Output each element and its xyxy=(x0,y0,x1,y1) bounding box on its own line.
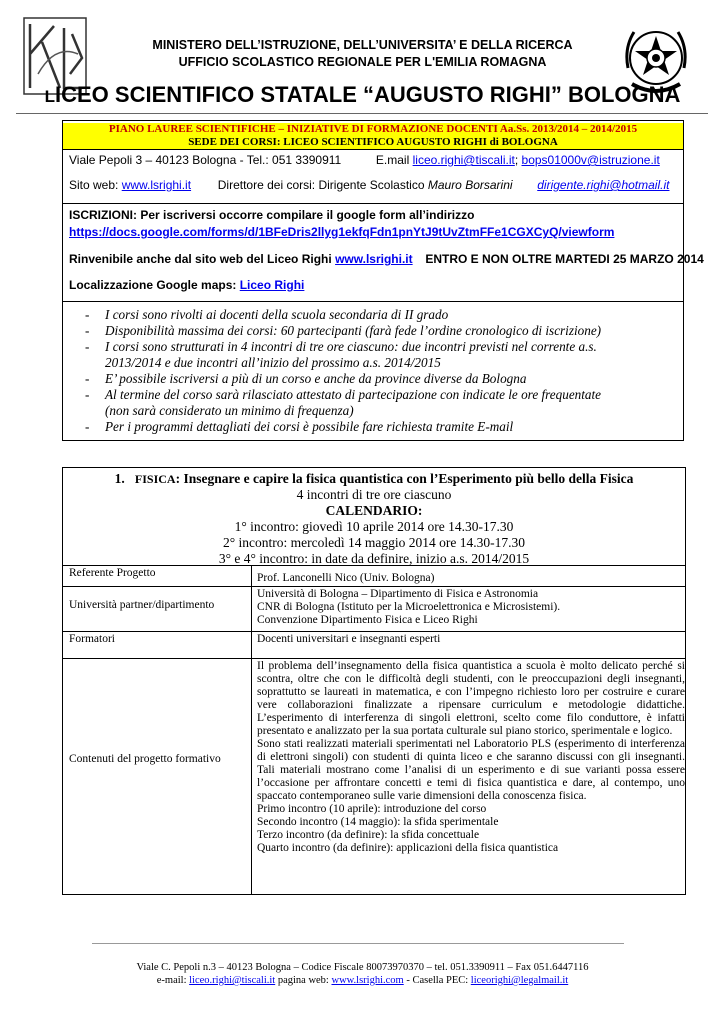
course-format: 4 incontri di tre ore ciascuno xyxy=(296,487,452,502)
bullet-text: Al termine del corso sarà rilasciato attestato di partecipazione con indicate le ore frequentate xyxy=(105,387,602,402)
course-title xyxy=(63,468,685,487)
bullet-item: - Disponibilità massima dei corsi: 60 partecipanti (farà fede l’ordine cronologico di iscrizione) xyxy=(85,323,602,338)
intro-title-banner xyxy=(63,123,683,150)
partner-label: Università partner/dipartimento xyxy=(69,599,215,611)
director-name: Mauro Borsarini xyxy=(427,178,513,192)
address-text: Viale Pepoli 3 – 40123 Bologna - Tel.: 051 3390911 xyxy=(69,153,342,167)
ministry-heading: MINISTERO DELL’ISTRUZIONE, DELL’UNIVERSITA’ E DELLA RICERCA xyxy=(152,38,573,52)
also-site-link[interactable]: www.lsrighi.it xyxy=(335,252,413,266)
contenuti-paragraph: Il problema dell’insegnamento della fisica quantistica a scuola è molto delicato perché si scontra, oltre che con le difficoltà degli studenti, con le preoccupazioni degli insegnanti, soprattutto se laureati in matematica, e con l’impegno richiesto loro per costruire e curare vere collaborazioni finalizzate a ripensare curriculum e metodologie didattiche. L’esperimento di interferenza di singoli elettroni, scelto come filo conduttore, è infatti presentato e analizzato per la sua portata culturale sul piano storico, sperimentale e logico. xyxy=(257,660,685,737)
calendar-label: CALENDARIO: xyxy=(325,503,423,518)
course-subject: FISICA xyxy=(134,472,176,486)
email-link-1[interactable]: liceo.righi@tiscali.it xyxy=(412,153,515,167)
course-title-text: : Insegnare e capire la fisica quantistica con l’Esperimento più bello della Fisica xyxy=(175,471,634,486)
partner-line: Convenzione Dipartimento Fisica e Liceo Righi xyxy=(257,614,478,626)
school-title-rest: ICEO SCIENTIFICO STATALE “AUGUSTO RIGHI” BOLOGNA xyxy=(55,82,681,107)
course-box xyxy=(62,467,686,895)
site-label: Sito web: xyxy=(69,178,119,192)
school-title xyxy=(0,82,725,108)
partner-line: Università di Bologna – Dipartimento di Fisica e Astronomia xyxy=(257,588,539,600)
contenuti-label: Contenuti del progetto formativo xyxy=(69,753,221,765)
row-divider xyxy=(63,565,685,566)
column-divider xyxy=(251,565,252,895)
bullet-text: Per i programmi dettagliati dei corsi è possibile fare richiesta tramite E-mail xyxy=(105,419,514,434)
intro-title-line2: SEDE DEI CORSI: LICEO SCIENTIFICO AUGUSTO RIGHI di BOLOGNA xyxy=(188,136,558,148)
bullets-divider xyxy=(63,301,683,302)
director-text: Direttore dei corsi: Dirigente Scolastico xyxy=(217,178,425,192)
footer-pec-label: - Casella PEC: xyxy=(406,975,469,986)
bullet-item: - Al termine del corso sarà rilasciato attestato di partecipazione con indicate le ore frequentate (non sarà considerato un minimo di frequenza) xyxy=(85,387,602,418)
intro-divider xyxy=(63,203,683,204)
bullet-item: - I corsi sono rivolti ai docenti della scuola secondaria di II grado xyxy=(85,307,449,322)
calendar-date: 3° e 4° incontro: in date da definire, inizio a.s. 2014/2015 xyxy=(218,551,530,566)
partner-value xyxy=(257,588,560,627)
also-row xyxy=(69,252,704,266)
maps-link[interactable]: Liceo Righi xyxy=(239,278,305,292)
header-divider xyxy=(16,113,708,114)
row-divider xyxy=(63,658,685,659)
deadline-text: ENTRO E NON OLTRE MARTEDI 25 MARZO 2014 xyxy=(425,252,704,266)
maps-label: Localizzazione Google maps: xyxy=(69,278,237,292)
referente-label: Referente Progetto xyxy=(69,567,156,579)
footer-email-label: e-mail: xyxy=(156,975,187,986)
email-label: E.mail xyxy=(375,153,410,167)
form-url-link[interactable]: https://docs.google.com/forms/d/1BFeDris2llyg1ekfqFdn1pnYtJ9tUvZtmFFe1CGXCyQ/viewform xyxy=(69,225,615,239)
contenuti-paragraph: Sono stati realizzati materiali sperimentati nel Laboratorio PLS (esperimento di interferenza di elettroni singoli) con studenti di quinta liceo e che saranno discussi con gli insegnanti. Tali materiali mostrano come l’analisi di un esperimento e di sue varianti possa essere l’occasione per affrontare concetti e temi di fisica quantistica e dare, al contempo, uno spaccato contemporaneo sulle varie dimensioni della conoscenza fisica. xyxy=(257,738,685,802)
intro-box xyxy=(62,120,704,441)
site-link[interactable]: www.lsrighi.it xyxy=(121,178,192,192)
address-row xyxy=(69,153,660,167)
director-email-link[interactable]: dirigente.righi@hotmail.it xyxy=(537,178,670,192)
contenuti-list-item: Secondo incontro (14 maggio): la sfida sperimentale xyxy=(257,816,499,828)
footer-divider xyxy=(92,943,624,944)
referente-value: Prof. Lanconelli Nico (Univ. Bologna) xyxy=(257,572,435,584)
contenuti-list-item: Terzo incontro (da definire): la sfida concettuale xyxy=(257,829,480,841)
contenuti-list-item: Primo incontro (10 aprile): introduzione del corso xyxy=(257,803,487,815)
office-heading: UFFICIO SCOLASTICO REGIONALE PER L'EMILIA ROMAGNA xyxy=(178,55,547,69)
footer-web-link[interactable]: www.lsrighi.com xyxy=(331,975,404,986)
bullet-text-cont: 2013/2014 e due incontri all’inizio del prossimo a.s. 2014/2015 xyxy=(105,355,441,370)
bullet-item: - E’ possibile iscriversi a più di un corso e anche da province diverse da Bologna xyxy=(85,371,527,386)
row-divider xyxy=(63,586,685,587)
course-number: 1. xyxy=(114,471,125,486)
also-text: Rinvenibile anche dal sito web del Liceo Righi xyxy=(69,252,332,266)
bullet-item: - I corsi sono strutturati in 4 incontri di tre ore ciascuno: due incontri previsti nel corrente a.s. 2013/2014 e due incontri all’inizio del prossimo a.s. 2014/2015 xyxy=(85,339,597,370)
calendar-date: 2° incontro: mercoledì 14 maggio 2014 ore 14.30-17.30 xyxy=(223,535,525,550)
contenuti-value xyxy=(257,660,685,855)
footer-web-label: pagina web: xyxy=(277,975,329,986)
course-header xyxy=(63,468,685,567)
footer-line1: Viale C. Pepoli n.3 – 40123 Bologna – Codice Fiscale 80073970370 – tel. 051.3390911 – Fax 051.6447116 xyxy=(136,962,589,973)
email-link-2[interactable]: bops01000v@istruzione.it xyxy=(521,153,660,167)
formatori-value: Docenti universitari e insegnanti esperti xyxy=(257,633,441,645)
contenuti-list-item: Quarto incontro (da definire): applicazioni della fisica quantistica xyxy=(257,842,559,854)
intro-title-line1: PIANO LAUREE SCIENTIFICHE – INIZIATIVE DI FORMAZIONE DOCENTI Aa.Ss. 2013/2014 – 2014/2015 xyxy=(108,123,638,135)
bullet-text: I corsi sono strutturati in 4 incontri di tre ore ciascuno: due incontri previsti nel corrente a.s. xyxy=(105,339,597,354)
footer-line2 xyxy=(0,975,725,986)
row-divider xyxy=(63,631,685,632)
email-separator: ; xyxy=(514,153,519,167)
formatori-label: Formatori xyxy=(69,633,115,645)
iscrizioni-text: ISCRIZIONI: Per iscriversi occorre compilare il google form all’indirizzo xyxy=(69,208,475,222)
footer-email-link[interactable]: liceo.righi@tiscali.it xyxy=(189,975,276,986)
bullet-item: - Per i programmi dettagliati dei corsi è possibile fare richiesta tramite E-mail xyxy=(85,419,514,434)
school-title-initial: L xyxy=(44,87,55,106)
bullet-text: I corsi sono rivolti ai docenti della scuola secondaria di II grado xyxy=(105,307,449,322)
bullet-text-cont: (non sarà considerato un minimo di frequenza) xyxy=(105,403,354,418)
partner-line: CNR di Bologna (Istituto per la Microelettronica e Microsistemi). xyxy=(257,601,561,613)
footer-pec-link[interactable]: liceorighi@legalmail.it xyxy=(470,975,569,986)
bullet-text: Disponibilità massima dei corsi: 60 partecipanti (farà fede l’ordine cronologico di iscrizione) xyxy=(105,323,602,338)
maps-row xyxy=(69,278,304,292)
calendar-date: 1° incontro: giovedì 10 aprile 2014 ore 14.30-17.30 xyxy=(234,519,514,534)
site-row xyxy=(69,178,669,192)
bullet-text: E’ possibile iscriversi a più di un corso e anche da province diverse da Bologna xyxy=(105,371,527,386)
